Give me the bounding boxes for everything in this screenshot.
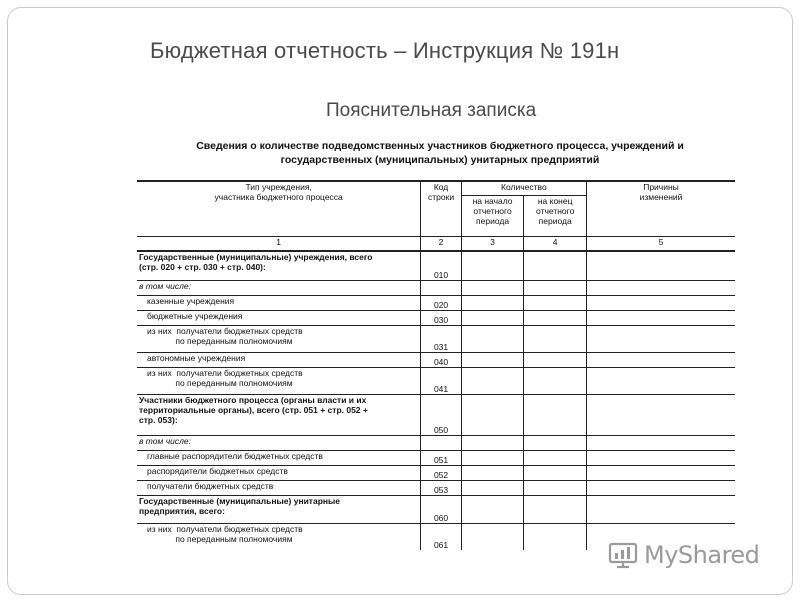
header-quantity: Количество <box>461 181 586 196</box>
row-end-value <box>524 395 587 436</box>
table-row <box>137 466 735 481</box>
slide-title: Бюджетная отчетность – Инструкция № 191н <box>150 38 620 63</box>
row-label: из них получатели бюджетных средств по переданным полномочиям <box>137 368 421 395</box>
row-start-value <box>461 436 524 451</box>
table-row <box>137 451 735 466</box>
row-start-value <box>461 451 524 466</box>
row-label: Государственные (муниципальные) учреждения, всего (стр. 020 + стр. 030 + стр. 040): <box>137 251 421 281</box>
row-code: 040 <box>421 353 461 368</box>
row-start-value <box>461 281 524 296</box>
row-start-value <box>461 251 524 281</box>
header-end: на конец отчетного периода <box>524 196 587 237</box>
row-code: 060 <box>421 496 461 524</box>
column-number-4: 4 <box>524 237 587 252</box>
row-end-value <box>524 326 587 353</box>
row-start-value <box>461 326 524 353</box>
row-reason <box>586 368 735 395</box>
document-heading-line1: Сведения о количестве подведомственных участников бюджетного процесса, учреждений и <box>196 140 684 152</box>
table-row <box>137 251 735 281</box>
row-label: Государственные (муниципальные) унитарные предприятия, всего: <box>137 496 421 524</box>
row-reason <box>586 251 735 281</box>
table-row <box>137 353 735 368</box>
row-start-value <box>461 311 524 326</box>
table-row <box>137 395 735 436</box>
row-end-value <box>524 251 587 281</box>
row-reason <box>586 436 735 451</box>
row-label: казенные учреждения <box>137 296 421 311</box>
row-end-value <box>524 353 587 368</box>
row-end-value <box>524 368 587 395</box>
table-row <box>137 481 735 496</box>
row-reason <box>586 451 735 466</box>
row-label: распорядители бюджетных средств <box>137 466 421 481</box>
row-label: получатели бюджетных средств <box>137 481 421 496</box>
row-start-value <box>461 524 524 551</box>
row-reason <box>586 481 735 496</box>
row-label: из них получатели бюджетных средств по переданным полномочиям <box>137 326 421 353</box>
row-reason <box>586 326 735 353</box>
row-end-value <box>524 481 587 496</box>
row-code: 052 <box>421 466 461 481</box>
header-reasons: Причины изменений <box>586 181 735 237</box>
watermark-brand: MyShared <box>644 541 760 569</box>
document-heading <box>140 139 740 167</box>
row-start-value <box>461 496 524 524</box>
row-end-value <box>524 281 587 296</box>
row-label: Участники бюджетного процесса (органы власти и их территориальные органы), всего (стр. 051 + стр. 052 + стр. 053): <box>137 395 421 436</box>
row-reason <box>586 395 735 436</box>
row-end-value <box>524 311 587 326</box>
row-reason <box>586 281 735 296</box>
row-code: 053 <box>421 481 461 496</box>
chart-logo-icon <box>608 540 638 570</box>
table-row <box>137 326 735 353</box>
row-code <box>421 281 461 296</box>
document-heading-line2: государственных (муниципальных) унитарных предприятий <box>280 154 600 166</box>
row-end-value <box>524 436 587 451</box>
header-code: Код строки <box>421 181 461 237</box>
table-row <box>137 436 735 451</box>
column-number-2: 2 <box>421 237 461 252</box>
slide-subtitle: Пояснительная записка <box>326 100 537 121</box>
row-end-value <box>524 496 587 524</box>
table-row <box>137 311 735 326</box>
header-start: на начало отчетного периода <box>461 196 524 237</box>
row-code: 031 <box>421 326 461 353</box>
row-code: 010 <box>421 251 461 281</box>
row-start-value <box>461 296 524 311</box>
column-number-3: 3 <box>461 237 524 252</box>
column-number-5: 5 <box>586 237 735 252</box>
report-table <box>137 180 735 550</box>
row-start-value <box>461 481 524 496</box>
row-reason <box>586 311 735 326</box>
row-code <box>421 436 461 451</box>
row-code: 050 <box>421 395 461 436</box>
row-start-value <box>461 395 524 436</box>
row-start-value <box>461 353 524 368</box>
table-row <box>137 281 735 296</box>
row-label: автономные учреждения <box>137 353 421 368</box>
row-label: из них получатели бюджетных средств по переданным полномочиям <box>137 524 421 551</box>
row-end-value <box>524 466 587 481</box>
header-type: Тип учреждения, участника бюджетного процесса <box>137 181 421 237</box>
row-start-value <box>461 368 524 395</box>
row-label: бюджетные учреждения <box>137 311 421 326</box>
row-end-value <box>524 296 587 311</box>
row-reason <box>586 496 735 524</box>
row-label: главные распорядители бюджетных средств <box>137 451 421 466</box>
row-end-value <box>524 524 587 551</box>
row-start-value <box>461 466 524 481</box>
row-code: 020 <box>421 296 461 311</box>
table-row <box>137 368 735 395</box>
table-row <box>137 296 735 311</box>
row-code: 030 <box>421 311 461 326</box>
column-number-row <box>137 237 735 252</box>
column-number-1: 1 <box>137 237 421 252</box>
watermark <box>608 538 759 572</box>
row-label: в том числе: <box>137 281 421 296</box>
row-code: 051 <box>421 451 461 466</box>
row-reason <box>586 466 735 481</box>
table-row <box>137 496 735 524</box>
row-reason <box>586 353 735 368</box>
row-end-value <box>524 451 587 466</box>
row-reason <box>586 296 735 311</box>
row-label: в том числе: <box>137 436 421 451</box>
row-code: 061 <box>421 524 461 551</box>
row-code: 041 <box>421 368 461 395</box>
